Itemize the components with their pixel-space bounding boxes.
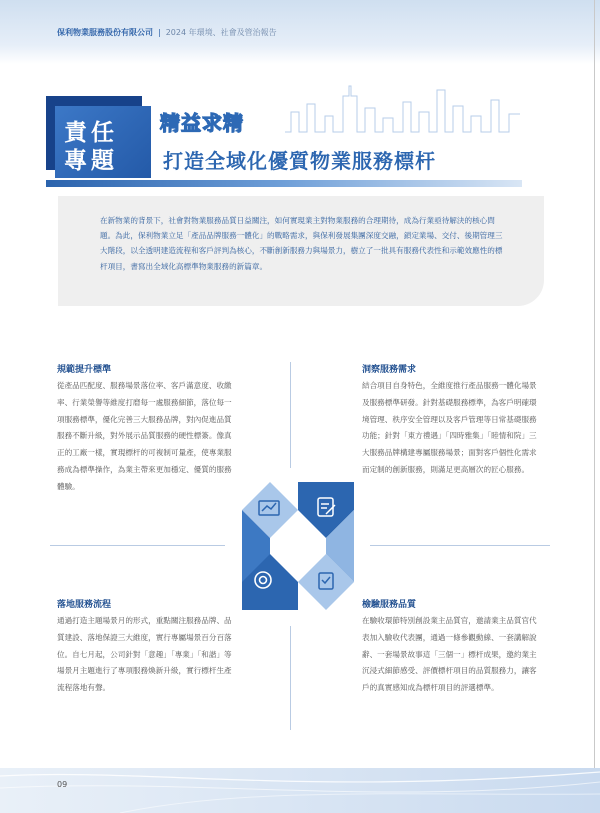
divider-horizontal-right	[370, 545, 550, 546]
header-separator: |	[158, 28, 161, 37]
section-body-quality: 在驗收環節特別創設業主品質官，邀請業主品質官代表加入驗收代表團，通過一條參觀動線、一套講解說辭、一套場景故事這「三個一」標杆成果，邀約業主沉浸式細節感受、評價標杆項目的品質服務力，讓客戶的真實感知成為標杆項目的評選標準。	[362, 616, 537, 693]
title-underline-bar	[46, 180, 522, 187]
header-company: 保利物業服務股份有限公司	[57, 28, 153, 37]
city-skyline-graphic	[285, 82, 520, 134]
section-title-standards: 規範提升標準	[57, 365, 112, 375]
header-report-title: 2024 年環境、社會及管治報告	[165, 28, 277, 37]
section-body-insight: 結合項目自身特色，全維度推行產品服務一體化場景及服務標準研發。針對基礎服務標準，為客戶明確環境管理、秩序安全管理以及客戶管理等日常基礎服務功能；針對「東方禮遇」「四時雅集」「睦情和院」三大服務品牌構建專屬服務場景；面對客戶個性化需求而定制的創新服務，則滿足更高層次的匠心服務。	[362, 381, 537, 474]
section-body-process: 通過打造主題場景月的形式，重點關注服務品牌、品質建設、落地保證三大維度，實行專屬場景百分百落位。自七月起，公司針對「意趣」「專業」「和諧」等場景月主題進行了專項服務煥新升級，實行標杆生產流程落地有聲。	[57, 616, 232, 693]
service-cycle-diagram	[228, 476, 368, 616]
header-text	[57, 27, 277, 38]
divider-vertical-top	[290, 362, 291, 468]
badge-line-2: 專題	[64, 147, 118, 174]
page-edge-rule	[594, 0, 595, 813]
badge-line-1: 責任	[64, 119, 118, 146]
feature-badge	[46, 96, 152, 178]
title-line-1: 精益求精	[160, 111, 244, 135]
section-title-insight: 洞察服務需求	[362, 365, 417, 375]
divider-horizontal-left	[50, 545, 225, 546]
footer-decor-lines	[0, 766, 600, 813]
page-number: 09	[57, 780, 68, 789]
intro-box	[58, 196, 544, 306]
section-body-standards: 從產品匹配度、服務場景落位率、客戶滿意度、收繳率、行業榮譽等維度打磨每一處服務細節，落位每一項服務標準，優化完善三大服務品牌，對內促進品質服務不斷升級，對外展示品質服務的硬性標簽。像真正的工廠一樣，實現標杆的可複制可量產，使專業服務成為標準操作，為業主帶來更加穩定、優質的服務體驗。	[57, 381, 232, 491]
section-title-quality: 檢驗服務品質	[362, 600, 417, 610]
section-title-process: 落地服務流程	[57, 600, 112, 610]
title-line-2: 打造全域化優質物業服務標杆	[163, 149, 436, 173]
divider-vertical-bottom	[290, 626, 291, 730]
intro-text: 在新物業的背景下，社會對物業服務品質日益關注，如何實現業主對物業服務的合理期待，成為行業亟待解決的核心問題。為此，保利物業立足「產品品牌服務一體化」的戰略需求，與保利發展集團深度交融，鎖定業場、交付、後期管理三大階段，以全透明建造流程和客戶評判為核心，不斷創新服務力與場景力，樹立了一批具有服務代表性和示範效應性的標杆項目，書寫出全域化高標準物業服務的新篇章。	[100, 216, 503, 271]
